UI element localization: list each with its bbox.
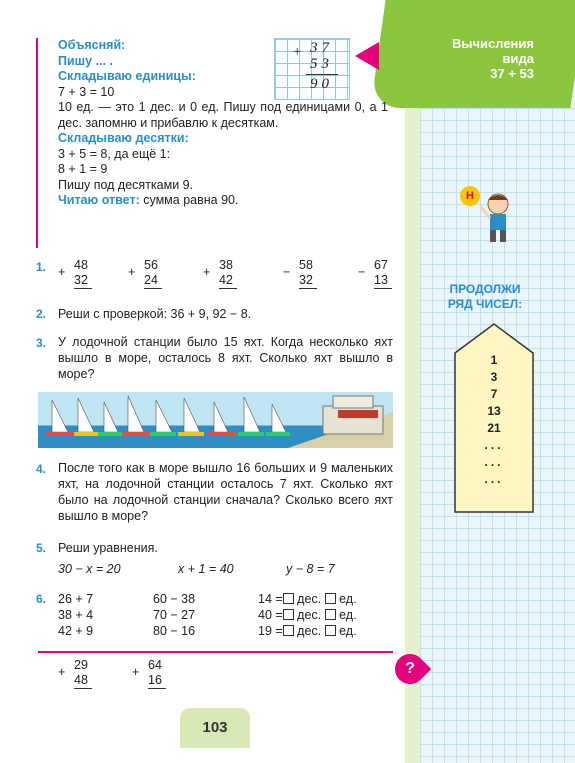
margin-bar	[405, 0, 420, 763]
dec-label: дес.	[297, 608, 322, 622]
question-mark: ?	[405, 660, 415, 677]
units-calc: 7 + 3 = 10	[58, 84, 115, 99]
operand-b: 32	[299, 273, 317, 289]
task-1-number: 1.	[36, 260, 47, 274]
task-2-text: Реши с проверкой: 36 + 9, 92 − 8.	[58, 307, 252, 321]
task-6-col-1	[58, 591, 93, 639]
side-title-1: ПРОДОЛЖИ	[449, 282, 521, 296]
equation-2: x + 1 = 40	[178, 562, 234, 576]
operand-b: 42	[219, 273, 237, 289]
sequence-item: ...	[484, 455, 504, 469]
op-sign: +	[203, 265, 211, 279]
theme-line-2: вида	[502, 51, 534, 66]
number-sequence	[454, 352, 534, 488]
dec-label: дес.	[297, 592, 322, 606]
badge-h: Н	[460, 186, 480, 206]
answer-box[interactable]	[283, 625, 294, 636]
column-line	[306, 74, 338, 75]
operand-b: 32	[74, 273, 92, 289]
op-sign: +	[132, 665, 140, 679]
theme-title	[424, 36, 534, 81]
units-text: 10 ед. — это 1 дес. и 0 ед. Пишу под единицами 0, а 1 дес. запомню и прибавлю к десяткам.	[58, 100, 388, 130]
column-problem	[203, 258, 237, 289]
op-sign: +	[58, 265, 66, 279]
op-sign: +	[128, 265, 136, 279]
equation-1: 30 − x = 20	[58, 562, 121, 576]
task-6-col-3	[258, 591, 357, 639]
op-sign: −	[358, 265, 366, 279]
sequence-item: 21	[487, 421, 501, 435]
sequence-item: 13	[487, 404, 501, 418]
t6-expr: 60 − 38	[153, 592, 196, 606]
section-divider	[38, 651, 393, 653]
sequence-item: 7	[490, 387, 498, 401]
operand-a: 48	[74, 258, 88, 272]
tens-text: Пишу под десятками 9.	[58, 177, 194, 192]
bonus-column-problem	[58, 658, 92, 689]
tens-calc-1: 3 + 5 = 8, да ещё 1:	[58, 146, 171, 161]
sequence-item: ...	[484, 472, 504, 486]
page-number: 103	[180, 708, 250, 748]
operand-a: 64	[148, 658, 162, 672]
answer-box[interactable]	[283, 609, 294, 620]
answer-box[interactable]	[283, 593, 294, 604]
task-4-text: После того как в море вышло 16 больших и 9 маленьких яхт, на лодочной станции осталось 7 яхт. Сколько яхт было на лодочной станции сначала? Сколько всего яхт вышло в море?	[58, 461, 393, 523]
units-label: Складываю единицы:	[58, 69, 196, 83]
ed-label: ед.	[339, 592, 357, 606]
t6-expr: 14 =	[258, 592, 283, 606]
column-plus: +	[292, 44, 303, 60]
t6-expr: 42 + 9	[58, 624, 94, 638]
answer-box[interactable]	[325, 593, 336, 604]
sequence-item: ...	[484, 438, 504, 452]
read-text: сумма равна 90.	[143, 193, 239, 207]
operand-a: 58	[299, 258, 313, 272]
sequence-item: 3	[490, 370, 498, 384]
column-problem	[58, 258, 92, 289]
column-problem	[128, 258, 162, 289]
task-2-number: 2.	[36, 307, 47, 321]
operand-b: 16	[148, 673, 166, 689]
operand-b: 13	[374, 273, 392, 289]
task-6-col-2	[153, 591, 195, 639]
operand-b: 24	[144, 273, 162, 289]
equation-3: y − 8 = 7	[286, 562, 335, 576]
operand-a: 29	[74, 658, 88, 672]
read-label: Читаю ответ:	[58, 193, 140, 207]
tens-label: Складываю десятки:	[58, 131, 189, 145]
operand-a: 56	[144, 258, 158, 272]
t6-expr: 70 − 27	[153, 608, 196, 622]
theme-line-3: 37 + 53	[490, 66, 534, 81]
t6-expr: 40 =	[258, 608, 283, 622]
t6-expr: 38 + 4	[58, 608, 94, 622]
operand-b: 48	[74, 673, 92, 689]
t6-expr: 80 − 16	[153, 624, 196, 638]
operand-a: 38	[219, 258, 233, 272]
question-mark-badge	[389, 648, 431, 690]
task-3-number: 3.	[36, 336, 47, 350]
boy-illustration	[478, 190, 518, 248]
task-4-number: 4.	[36, 462, 47, 476]
task-6-number: 6.	[36, 592, 47, 606]
task-5-number: 5.	[36, 541, 47, 555]
op-sign: +	[58, 665, 66, 679]
t6-expr: 19 =	[258, 624, 283, 638]
answer-box[interactable]	[325, 609, 336, 620]
explain-heading: Объясняй:	[58, 38, 126, 52]
ed-label: ед.	[339, 608, 357, 622]
bonus-column-problem	[132, 658, 166, 689]
sequence-item: 1	[490, 353, 498, 367]
tens-calc-2: 8 + 1 = 9	[58, 162, 108, 176]
column-problem	[358, 258, 392, 289]
op-sign: −	[283, 265, 291, 279]
column-top: 37	[310, 40, 333, 56]
yachts-illustration	[38, 392, 393, 448]
column-problem	[283, 258, 317, 289]
t6-expr: 26 + 7	[58, 592, 94, 606]
column-result: 90	[310, 76, 333, 92]
answer-box[interactable]	[325, 625, 336, 636]
column-bottom: 53	[310, 56, 333, 72]
dec-label: дес.	[297, 624, 322, 638]
operand-a: 67	[374, 258, 388, 272]
side-title	[430, 282, 540, 312]
yachts-drawing	[38, 392, 393, 448]
ed-label: ед.	[339, 624, 357, 638]
task-5-text: Реши уравнения.	[58, 541, 158, 555]
task-3-text: У лодочной станции было 15 яхт. Когда несколько яхт вышло в море, осталось 8 яхт. Сколько яхт вышло в море?	[58, 335, 393, 381]
theme-line-1: Вычисления	[451, 36, 534, 51]
explain-write: Пишу ... .	[58, 53, 113, 68]
side-title-2: РЯД ЧИСЕЛ:	[447, 297, 523, 311]
explain-left-rule	[36, 38, 38, 248]
